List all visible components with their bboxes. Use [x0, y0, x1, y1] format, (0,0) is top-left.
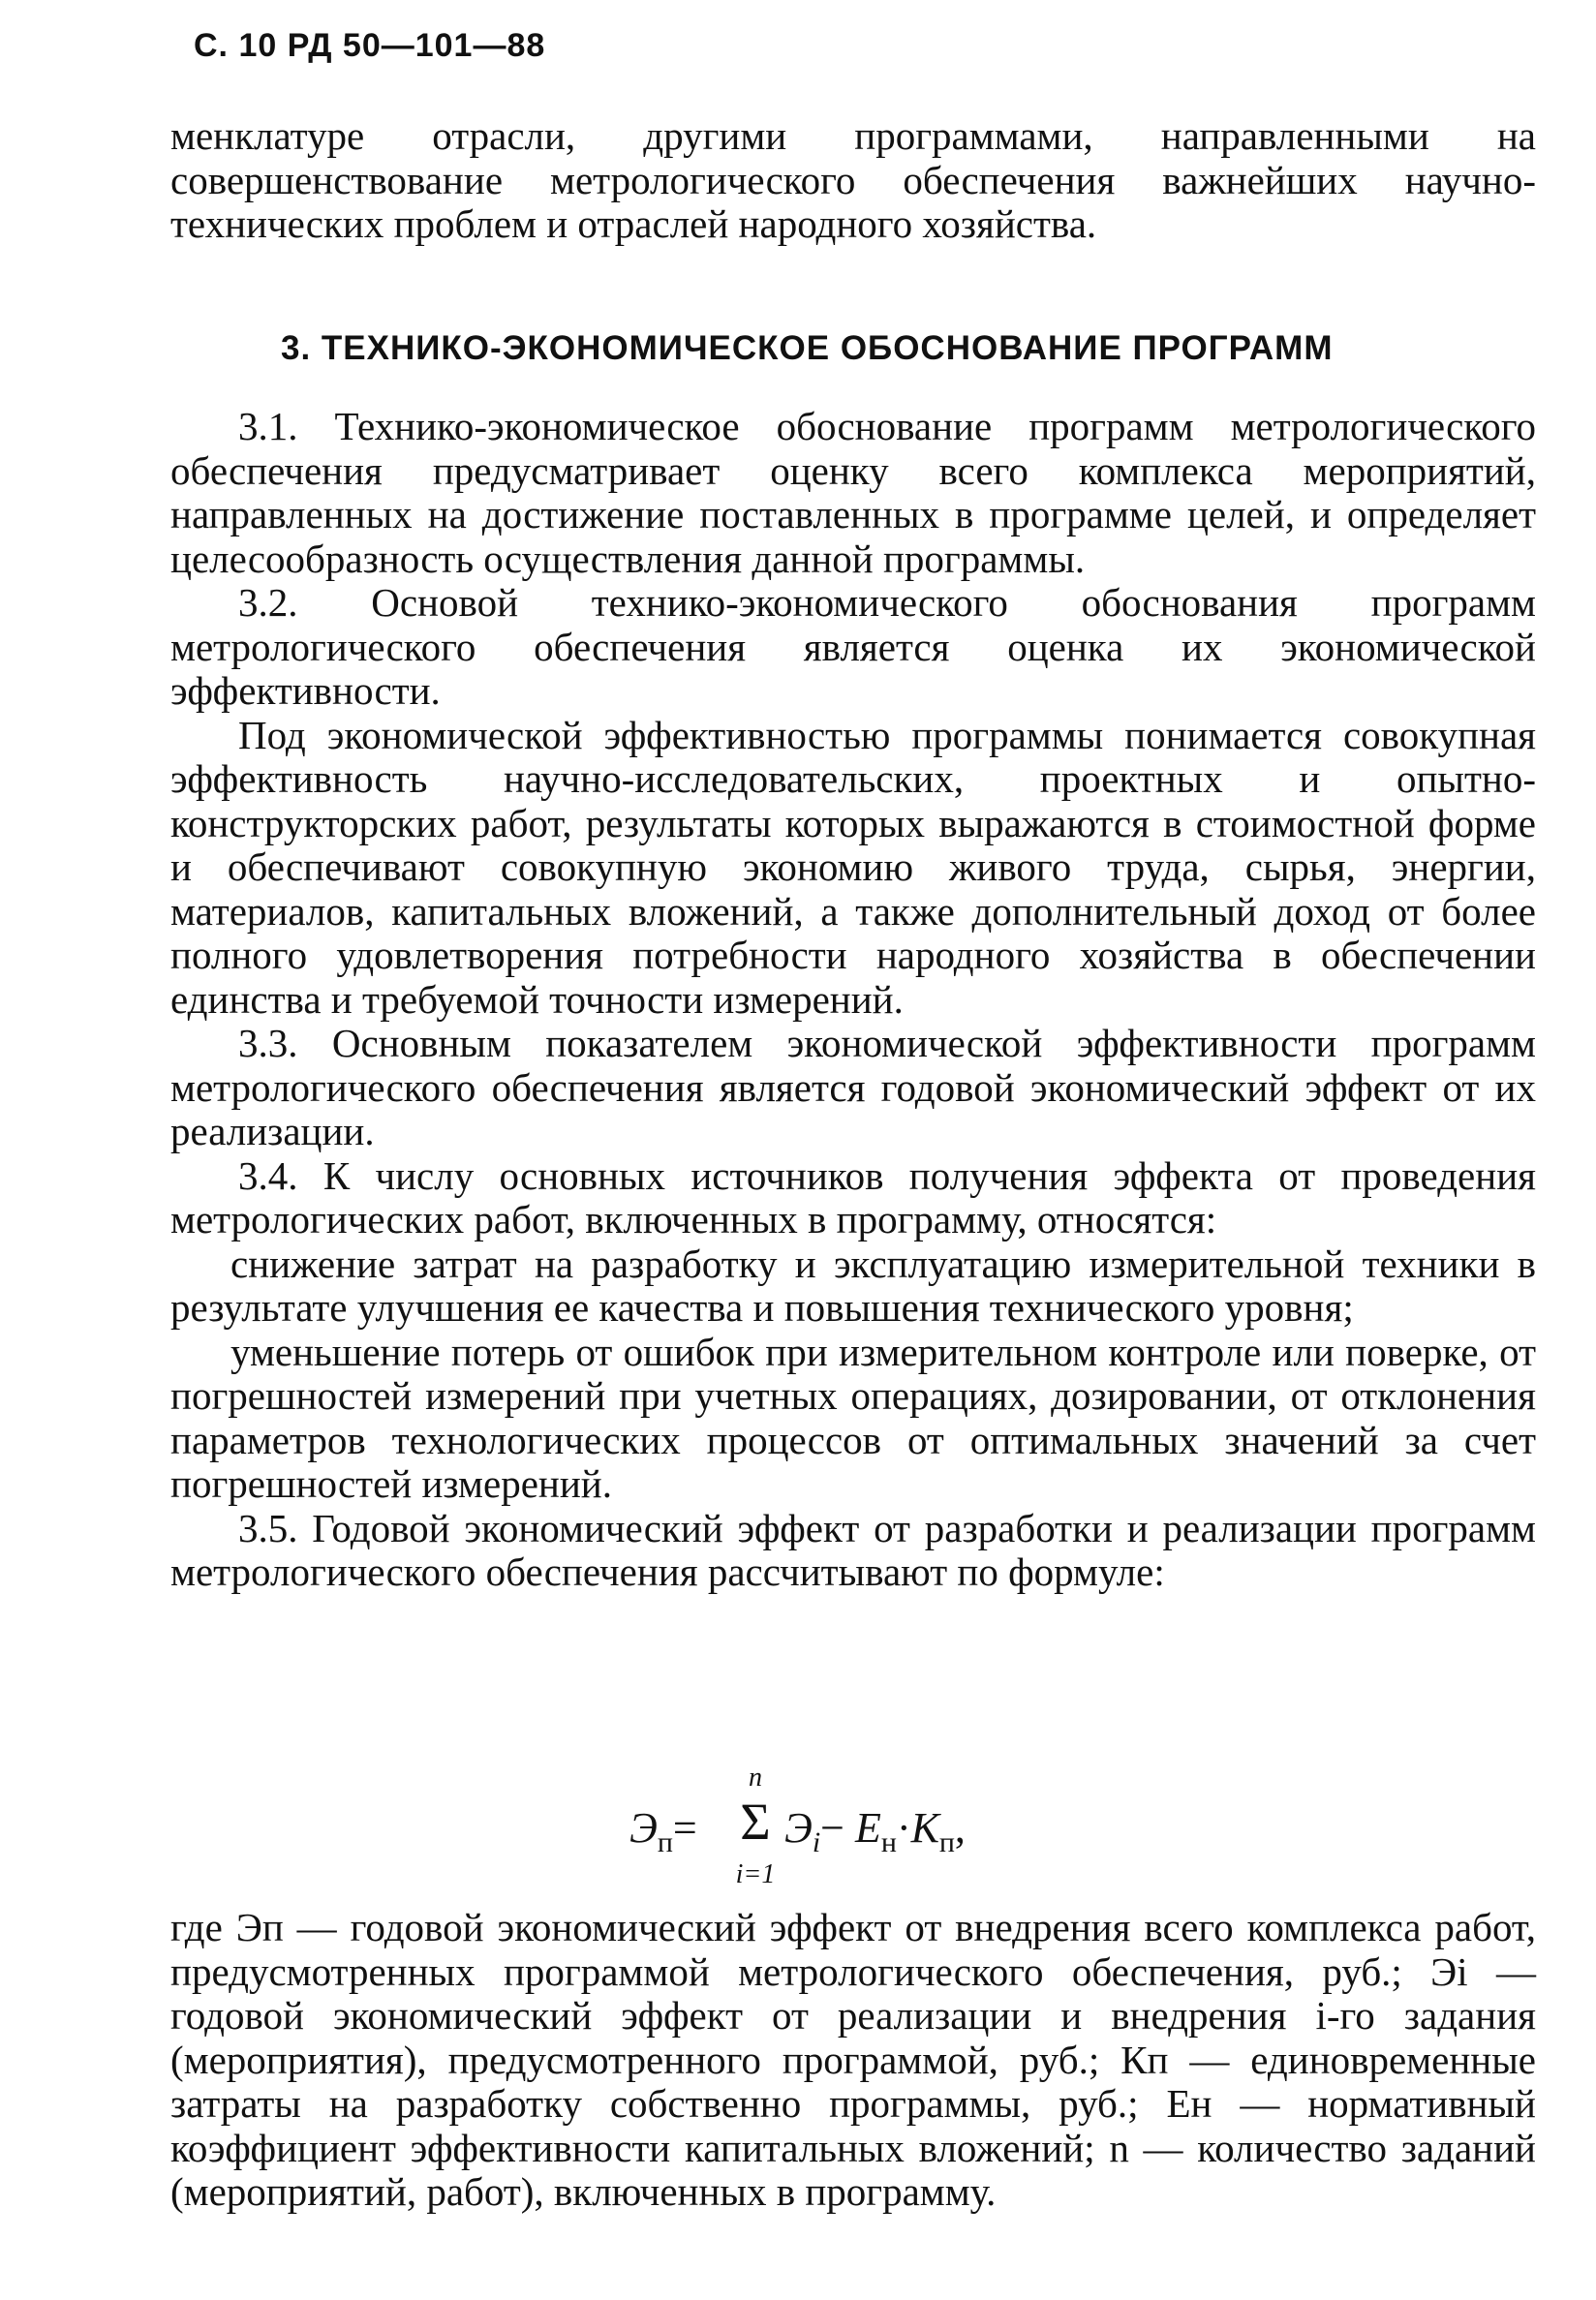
- intro-block: [170, 114, 1536, 247]
- section-title: 3. ТЕХНИКО-ЭКОНОМИЧЕСКОЕ ОБОСНОВАНИЕ ПРОГРАММ: [281, 329, 1334, 367]
- sum-upper-limit: n: [749, 1763, 762, 1793]
- page-header: С. 10 РД 50—101—88: [194, 27, 546, 64]
- formula-lhs: $Э_п=$: [629, 1804, 697, 1858]
- paragraph-3-1: 3.1. Технико-экономическое обоснование программ метрологического обеспечения предусматривает оценку всего комплекса мероприятий, направленных на достижение поставленных в программе целей, и определяет целесообразность осуществления данной программы.: [170, 404, 1536, 581]
- sigma-symbol: Σ: [740, 1793, 771, 1851]
- paragraph-3-2-definition: Под экономической эффективностью программы понимается совокупная эффективность научно-исследовательских, проектных и опытно-конструкторских работ, результаты которых выражаются в стоимостной форме и обеспечивают совокупную экономию живого труда, сырья, энергии, материалов, капитальных вложений, а также дополнительный доход от более полного удовлетворения потребности народного хозяйства в обеспечении единства и требуемой точности измерений.: [170, 712, 1536, 1022]
- formula: [629, 1763, 1114, 1889]
- paragraph-3-2: 3.2. Основой технико-экономического обоснования программ метрологического обеспечения является оценка их экономической эффективности.: [170, 580, 1536, 713]
- paragraph-3-5: 3.5. Годовой экономический эффект от разработки и реализации программ метрологического обеспечения рассчитывают по формуле:: [170, 1505, 1536, 1594]
- paragraph-3-4-item-2: уменьшение потерь от ошибок при измерительном контроле или поверке, от погрешностей измерений при учетных операциях, дозировании, от отклонения параметров технологических процессов от оптимальных значений за счет погрешностей измерений.: [170, 1329, 1536, 1506]
- paragraph-3-3: 3.3. Основным показателем экономической эффективности программ метрологического обеспечения является годовой экономический эффект от их реализации.: [170, 1021, 1536, 1153]
- intro-paragraph: менклатуре отрасли, другими программами, направленными на совершенствование метрологического обеспечения важнейших научно-технических проблем и отраслей народного хозяйства.: [170, 113, 1536, 246]
- paragraph-3-4: 3.4. К числу основных источников получения эффекта от проведения метрологических работ, включенных в программу, относятся:: [170, 1152, 1536, 1242]
- paragraph-3-4-item-1: снижение затрат на разработку и эксплуатацию измерительной техники в результате улучшения ее качества и повышения технического уровня;: [170, 1241, 1536, 1330]
- legend-block: [170, 1906, 1536, 2215]
- formula-rhs: $Э_i- Е_н\cdot К_п$,: [784, 1804, 966, 1858]
- formula-legend: где Эп — годовой экономический эффект от внедрения всего комплекса работ, предусмотренных программой метрологического обеспечения, руб.; Эi — годовой экономический эффект от реализации и внедрения i-го задания (мероприятия), предусмотренного программой, руб.; Кп — единовременные затраты на разработку собственно программы, руб.; Ен — нормативный коэффициент эффективности капитальных вложений; n — количество заданий (мероприятий, работ), включенных в программу.: [170, 1905, 1536, 2214]
- section-body: [170, 405, 1536, 1595]
- sum-lower-limit: i=1: [735, 1859, 776, 1889]
